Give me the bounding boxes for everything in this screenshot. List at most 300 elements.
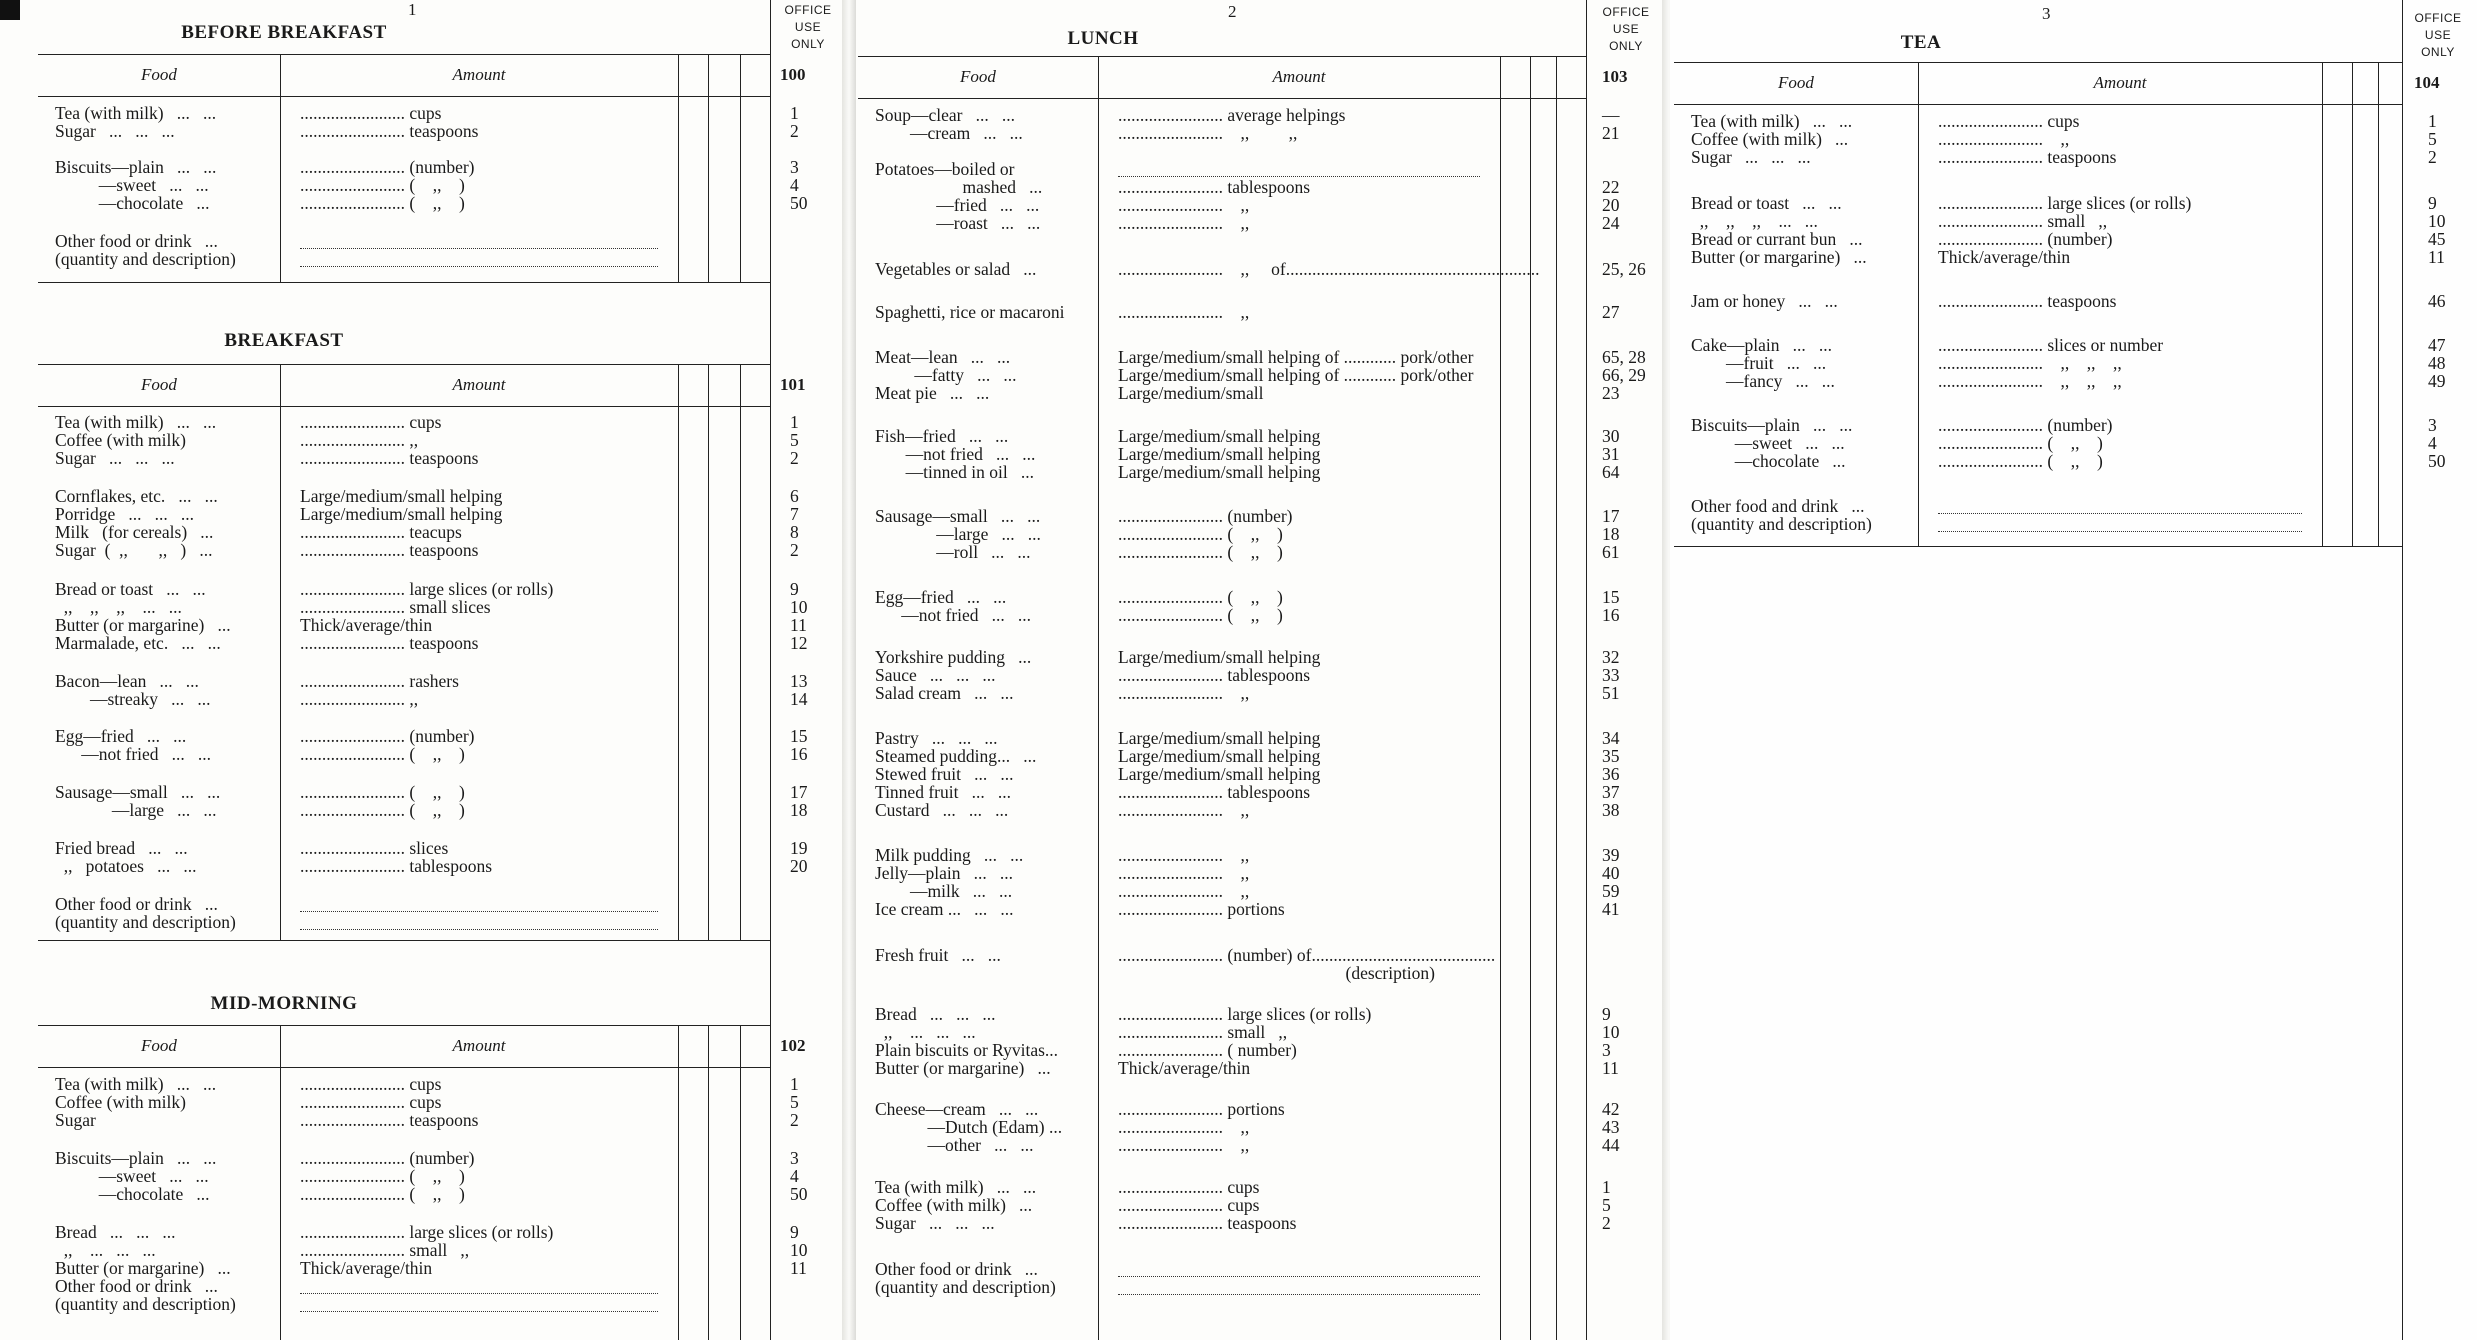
office-code-number: 2 [2428,147,2437,167]
grid-line [2352,62,2353,546]
office-code: 100 [780,65,806,84]
header-bottom-rule [1674,104,2402,105]
food-item: Sugar ... ... ... [55,448,175,468]
amount-entry: ........................ ( ,, ) [1938,433,2103,453]
office-code-number: 49 [2428,371,2446,391]
food-amount-divider [280,1025,281,1340]
amount-entry: ........................ ,, [1118,800,1250,820]
food-item: Stewed fruit ... ... [875,764,1014,784]
grid-line [708,1025,709,1340]
amount-entry: ........................ portions [1118,899,1285,919]
food-item: Marmalade, etc. ... ... [55,633,221,653]
food-item: (quantity and description) [1691,514,1872,534]
office-code-number: 48 [2428,353,2446,373]
office-code-number: 9 [1602,1004,1611,1024]
column-number: 1 [408,0,417,19]
food-item: Bread or toast ... ... [55,579,206,599]
office-code-number: 5 [790,1092,799,1112]
amount-entry: ........................ ,, [1938,129,2070,149]
amount-entry: Large/medium/small helping [300,486,503,506]
office-code-number: 5 [1602,1195,1611,1215]
food-item: ,, ,, ,, ... ... [55,597,182,617]
amount-entry: Large/medium/small helping [1118,728,1321,748]
office-code-number: 3 [790,1148,799,1168]
office-code-number: 50 [2428,451,2446,471]
amount-entry: ........................ ( ,, ) [1118,587,1283,607]
food-item: Bread or toast ... ... [1691,193,1842,213]
amount-entry: ........................ teaspoons [300,540,479,560]
office-code-number: 31 [1602,444,1620,464]
food-item: Butter (or margarine) ... [1691,247,1867,267]
office-code-number: 4 [2428,433,2437,453]
office-divider [2402,0,2403,1340]
food-item: Ice cream ... ... ... [875,899,1014,919]
office-code-number: 37 [1602,782,1620,802]
amount-entry: ........................ (number) [300,157,475,177]
food-item: Jelly—plain ... ... [875,863,1014,883]
amount-entry: ........................ teaspoons [300,1110,479,1130]
write-in-line [300,1311,658,1312]
food-item: Milk pudding ... ... [875,845,1024,865]
section-title: BEFORE BREAKFAST [181,22,387,43]
office-code-number: 7 [790,504,799,524]
office-code-number: 66, 29 [1602,365,1646,385]
office-code-number: 16 [1602,605,1620,625]
office-code-number: 11 [1602,1058,1619,1078]
header-bottom-rule [38,1067,770,1068]
food-item: Cheese—cream ... ... [875,1099,1039,1119]
amount-entry: ........................ ( ,, ) [300,744,465,764]
header-bottom-rule [38,406,770,407]
office-code-number: 3 [1602,1040,1611,1060]
amount-entry: ........................ ,, [1118,863,1250,883]
office-code-number: 61 [1602,542,1620,562]
office-code-number: 13 [790,671,808,691]
food-item: —large ... ... [875,524,1041,544]
food-item: Pastry ... ... ... [875,728,998,748]
office-code-number: 27 [1602,302,1620,322]
food-item: —fatty ... ... [875,365,1017,385]
amount-entry: ........................ ( ,, ) [300,782,465,802]
food-item: Tea (with milk) ... ... [55,103,217,123]
office-code-number: 24 [1602,213,1620,233]
food-item: Sugar ... ... ... [1691,147,1811,167]
grid-line [740,54,741,282]
food-item: ,, potatoes ... ... [55,856,197,876]
office-code-number: 11 [2428,247,2445,267]
write-in-line [1938,513,2302,514]
food-item: Tea (with milk) ... ... [55,412,217,432]
food-item: (quantity and description) [55,912,236,932]
office-code-number: 51 [1602,683,1620,703]
food-item: Fresh fruit ... ... [875,945,1001,965]
amount-entry: ........................ ( ,, ) [1118,542,1283,562]
food-item: Other food and drink ... [1691,496,1865,516]
grid-line [1556,56,1557,1340]
amount-entry: Thick/average/thin [300,1258,433,1278]
grid-line [678,1025,679,1340]
amount-entry: ........................ small ,, [1938,211,2108,231]
food-column-header: Food [141,375,177,394]
section-title: TEA [1900,32,1942,53]
amount-entry: ........................ rashers [300,671,459,691]
office-code-number: 46 [2428,291,2446,311]
write-in-line [300,266,658,267]
food-item: Tea (with milk) ... ... [1691,111,1853,131]
food-item: Sugar [55,1110,96,1130]
office-code-number: 1 [1602,1177,1611,1197]
amount-entry: ........................ portions [1118,1099,1285,1119]
page-1 [0,0,850,1340]
write-in-line [300,929,658,930]
food-item: Tinned fruit ... ... [875,782,1011,802]
food-item: Coffee (with milk) ... [1691,129,1849,149]
amount-entry: ........................ (number) [300,1148,475,1168]
amount-entry: ........................ ,, [300,689,419,709]
food-item: (quantity and description) [55,249,236,269]
food-item: —sweet ... ... [1691,433,1845,453]
food-item: —sweet ... ... [55,175,209,195]
food-column-header: Food [141,65,177,84]
amount-column-header: Amount [452,1036,506,1055]
food-item: Egg—fried ... ... [55,726,187,746]
office-code-number: 32 [1602,647,1620,667]
food-item: Egg—fried ... ... [875,587,1007,607]
grid-line [708,364,709,940]
header-bottom-rule [38,96,770,97]
office-code-number: 11 [790,1258,807,1278]
amount-entry: Large/medium/small helping [1118,462,1321,482]
header-top-rule [38,1025,770,1026]
amount-entry: ........................ ,, of.......................................................... [1118,259,1540,279]
write-in-line [1118,1276,1480,1277]
food-item: Butter (or margarine) ... [875,1058,1051,1078]
food-item: mashed ... [875,177,1043,197]
office-code-number: 10 [2428,211,2446,231]
food-item: —chocolate ... [55,193,210,213]
food-item: Fish—fried ... ... [875,426,1009,446]
amount-column-header: Amount [2093,73,2147,92]
section-bottom-rule [38,282,770,283]
food-amount-divider [280,54,281,282]
office-code-number: 1 [790,412,799,432]
office-code-number: 44 [1602,1135,1620,1155]
amount-entry: ........................ ( ,, ) [300,175,465,195]
amount-entry: ........................ cups [1118,1195,1260,1215]
amount-entry: ........................ ,, [1118,845,1250,865]
amount-entry: ........................ ,, [1118,1135,1250,1155]
office-code-number: 9 [790,1222,799,1242]
write-in-line [1938,531,2302,532]
amount-entry: ........................ ( number) [1118,1040,1297,1060]
amount-entry: ........................ ,, [1118,1117,1250,1137]
office-code-number: 36 [1602,764,1620,784]
office-code-number: 2 [790,121,799,141]
food-item: Custard ... ... ... [875,800,1009,820]
amount-entry: ........................ (number) [1938,229,2113,249]
office-code-number: 41 [1602,899,1620,919]
food-item: Tea (with milk) ... ... [875,1177,1037,1197]
amount-entry: ........................ ,, ,, ,, [1938,353,2122,373]
food-column-header: Food [960,67,996,86]
section-bottom-rule [38,940,770,941]
food-item: Cornflakes, etc. ... ... [55,486,218,506]
office-divider [770,0,771,1340]
office-code-number: 8 [790,522,799,542]
food-item: Butter (or margarine) ... [55,615,231,635]
amount-entry: ........................ small ,, [300,1240,470,1260]
office-code-number: 34 [1602,728,1620,748]
food-item: Coffee (with milk) ... [875,1195,1033,1215]
grid-line [2322,62,2323,546]
grid-line [1500,56,1501,1340]
office-code-number: 39 [1602,845,1620,865]
amount-entry: ........................ ,, ,, [1118,123,1298,143]
food-item: Bacon—lean ... ... [55,671,199,691]
food-item: Jam or honey ... ... [1691,291,1838,311]
food-item: ,, ... ... ... [55,1240,156,1260]
amount-entry: ........................ cups [1118,1177,1260,1197]
food-item: Spaghetti, rice or macaroni [875,302,1065,322]
amount-entry: ........................ ,, [1118,683,1250,703]
food-item: —Dutch (Edam) ... [875,1117,1063,1137]
food-item: Steamed pudding... ... [875,746,1037,766]
amount-entry: ........................ teaspoons [300,121,479,141]
office-code-number: 4 [790,175,799,195]
office-code-number: 21 [1602,123,1620,143]
section-bottom-rule [1674,546,2402,547]
section-title: BREAKFAST [224,330,344,351]
amount-entry: ........................ large slices (or rolls) [1118,1004,1372,1024]
amount-entry: Large/medium/small [1118,383,1264,403]
food-item: Sausage—small ... ... [875,506,1041,526]
amount-entry: ........................ tablespoons [300,856,493,876]
office-code-number: 6 [790,486,799,506]
food-item: (quantity and description) [55,1294,236,1314]
food-amount-divider [1098,56,1099,1340]
header-top-rule [38,54,770,55]
food-item: Vegetables or salad ... [875,259,1037,279]
write-in-line [300,1293,658,1294]
amount-entry: ........................ teaspoons [1938,291,2117,311]
amount-entry: ........................ small ,, [1118,1022,1288,1042]
food-column-header: Food [1778,73,1814,92]
office-code-number: 16 [790,744,808,764]
food-item: Salad cream ... ... [875,683,1014,703]
page-2 [850,0,1670,1340]
office-code-number: 18 [1602,524,1620,544]
office-code-number: 2 [790,1110,799,1130]
office-code-number: 20 [790,856,808,876]
amount-entry: ........................ ( ,, ) [300,800,465,820]
food-item: Bread or currant bun ... [1691,229,1863,249]
amount-entry: ........................ ( ,, ) [1938,451,2103,471]
office-code-number: 59 [1602,881,1620,901]
office-code-number: 50 [790,1184,808,1204]
food-item: Sauce ... ... ... [875,665,996,685]
amount-column-header: Amount [1272,67,1326,86]
amount-entry: ........................ ,, [1118,302,1250,322]
office-code-number: 22 [1602,177,1620,197]
amount-entry: ........................ teaspoons [300,448,479,468]
amount-entry: Large/medium/small helping of ............ pork/other [1118,347,1474,367]
food-amount-divider [280,364,281,940]
food-item: Tea (with milk) ... ... [55,1074,217,1094]
food-item: —not fried ... ... [875,444,1036,464]
office-use-label: OFFICE USE ONLY [2414,11,2462,59]
amount-entry: Large/medium/small helping [300,504,503,524]
office-code-number: 42 [1602,1099,1620,1119]
office-use-label: OFFICE USE ONLY [784,3,832,51]
header-top-rule [1674,62,2402,63]
office-code-number: 23 [1602,383,1620,403]
office-code-number: 1 [790,1074,799,1094]
food-item: Sugar ( ,, ,, ) ... [55,540,213,560]
office-code: 101 [780,375,806,394]
office-code-number: 65, 28 [1602,347,1646,367]
write-in-line [300,911,658,912]
office-code-number: 40 [1602,863,1620,883]
header-bottom-rule [858,98,1586,99]
food-item: Milk (for cereals) ... [55,522,214,542]
food-item: —fried ... ... [875,195,1040,215]
amount-entry: ........................ ( ,, ) [300,193,465,213]
food-item: —large ... ... [55,800,217,820]
food-item: —fruit ... ... [1691,353,1827,373]
amount-entry: ........................ (number) of.......................................... [1118,945,1496,965]
amount-entry: ........................ cups [300,103,442,123]
food-item: Butter (or margarine) ... [55,1258,231,1278]
amount-entry: ........................ slices or number [1938,335,2164,355]
office-code-number: 2 [790,448,799,468]
amount-entry: Large/medium/small helping of ............ pork/other [1118,365,1474,385]
food-item: ,, ,, ,, ... ... [1691,211,1818,231]
amount-entry: Large/medium/small helping [1118,426,1321,446]
amount-entry: ........................ ( ,, ) [300,1166,465,1186]
office-code-number: 5 [790,430,799,450]
amount-entry: ........................ ,, [1118,195,1250,215]
amount-entry: ........................ large slices (or rolls) [300,579,554,599]
food-item: Plain biscuits or Ryvitas... [875,1040,1059,1060]
amount-entry: ........................ teaspoons [1118,1213,1297,1233]
food-amount-divider [1918,62,1919,546]
office-code-number: 10 [1602,1022,1620,1042]
office-code-number: 35 [1602,746,1620,766]
amount-entry: ........................ teaspoons [1938,147,2117,167]
food-item: —roast ... ... [875,213,1041,233]
office-code-number: 43 [1602,1117,1620,1137]
food-item: (quantity and description) [875,1277,1056,1297]
write-in-line [300,248,658,249]
office-code: 103 [1602,67,1628,86]
amount-entry: ........................ ( ,, ) [300,1184,465,1204]
office-code-number: 15 [1602,587,1620,607]
grid-line [708,54,709,282]
office-code-number: 25, 26 [1602,259,1646,279]
office-code-number: 4 [790,1166,799,1186]
grid-line [678,364,679,940]
office-code-number: 19 [790,838,808,858]
grid-line [740,1025,741,1340]
food-item: Sugar ... ... ... [55,121,175,141]
food-item: —not fried ... ... [875,605,1032,625]
office-divider [1586,0,1587,1340]
food-item: Bread ... ... ... [55,1222,176,1242]
amount-entry: (description) [1118,963,1435,983]
food-item: Potatoes—boiled or [875,159,1015,179]
office-code-number: 17 [1602,506,1620,526]
amount-entry: ........................ teacups [300,522,462,542]
office-code-number: 33 [1602,665,1620,685]
office-code-number: 30 [1602,426,1620,446]
office-code-number: 50 [790,193,808,213]
amount-entry: Thick/average/thin [1938,247,2071,267]
amount-entry: ........................ slices [300,838,449,858]
food-item: Biscuits—plain ... ... [1691,415,1853,435]
food-item: —roll ... ... [875,542,1031,562]
office-code-number: 14 [790,689,808,709]
amount-entry: ........................ large slices (or rolls) [300,1222,554,1242]
office-code-number: 5 [2428,129,2437,149]
office-code-number: 10 [790,1240,808,1260]
amount-entry: ........................ average helpings [1118,105,1346,125]
food-item: Coffee (with milk) [55,430,186,450]
food-item: —chocolate ... [55,1184,210,1204]
header-top-rule [38,364,770,365]
office-code-number: 3 [2428,415,2437,435]
food-item: ,, ... ... ... [875,1022,976,1042]
amount-entry: Large/medium/small helping [1118,746,1321,766]
food-item: Biscuits—plain ... ... [55,157,217,177]
office-code-number: 17 [790,782,808,802]
amount-entry: ........................ cups [300,1092,442,1112]
office-code-number: 45 [2428,229,2446,249]
page-3 [1670,0,2477,1340]
food-item: Sugar ... ... ... [875,1213,995,1233]
amount-entry: ........................ (number) [1118,506,1293,526]
amount-entry: ........................ ,, [1118,881,1250,901]
office-code: 104 [2414,73,2440,92]
office-code-number: 3 [790,157,799,177]
office-use-label: OFFICE USE ONLY [1602,5,1650,53]
office-code-number: 1 [2428,111,2437,131]
office-code-number: 12 [790,633,808,653]
grid-line [740,364,741,940]
section-title: MID-MORNING [210,993,358,1014]
amount-entry: ........................ cups [300,1074,442,1094]
grid-line [1530,56,1531,1340]
food-item: —fancy ... ... [1691,371,1835,391]
amount-column-header: Amount [452,65,506,84]
write-in-line [1118,1294,1480,1295]
amount-entry: ........................ (number) [1938,415,2113,435]
food-item: Porridge ... ... ... [55,504,195,524]
food-item: Cake—plain ... ... [1691,335,1832,355]
food-item: Yorkshire pudding ... [875,647,1032,667]
office-code-number: 2 [790,540,799,560]
amount-entry: ........................ cups [300,412,442,432]
amount-entry: ........................ small slices [300,597,491,617]
office-code-number: 2 [1602,1213,1611,1233]
office-code-number: 15 [790,726,808,746]
amount-column-header: Amount [452,375,506,394]
food-column-header: Food [141,1036,177,1055]
amount-entry: ........................ ,, [1118,213,1250,233]
office-code-number: 18 [790,800,808,820]
food-item: —streaky ... ... [55,689,211,709]
food-item: Other food or drink ... [55,231,218,251]
amount-entry: ........................ cups [1938,111,2080,131]
